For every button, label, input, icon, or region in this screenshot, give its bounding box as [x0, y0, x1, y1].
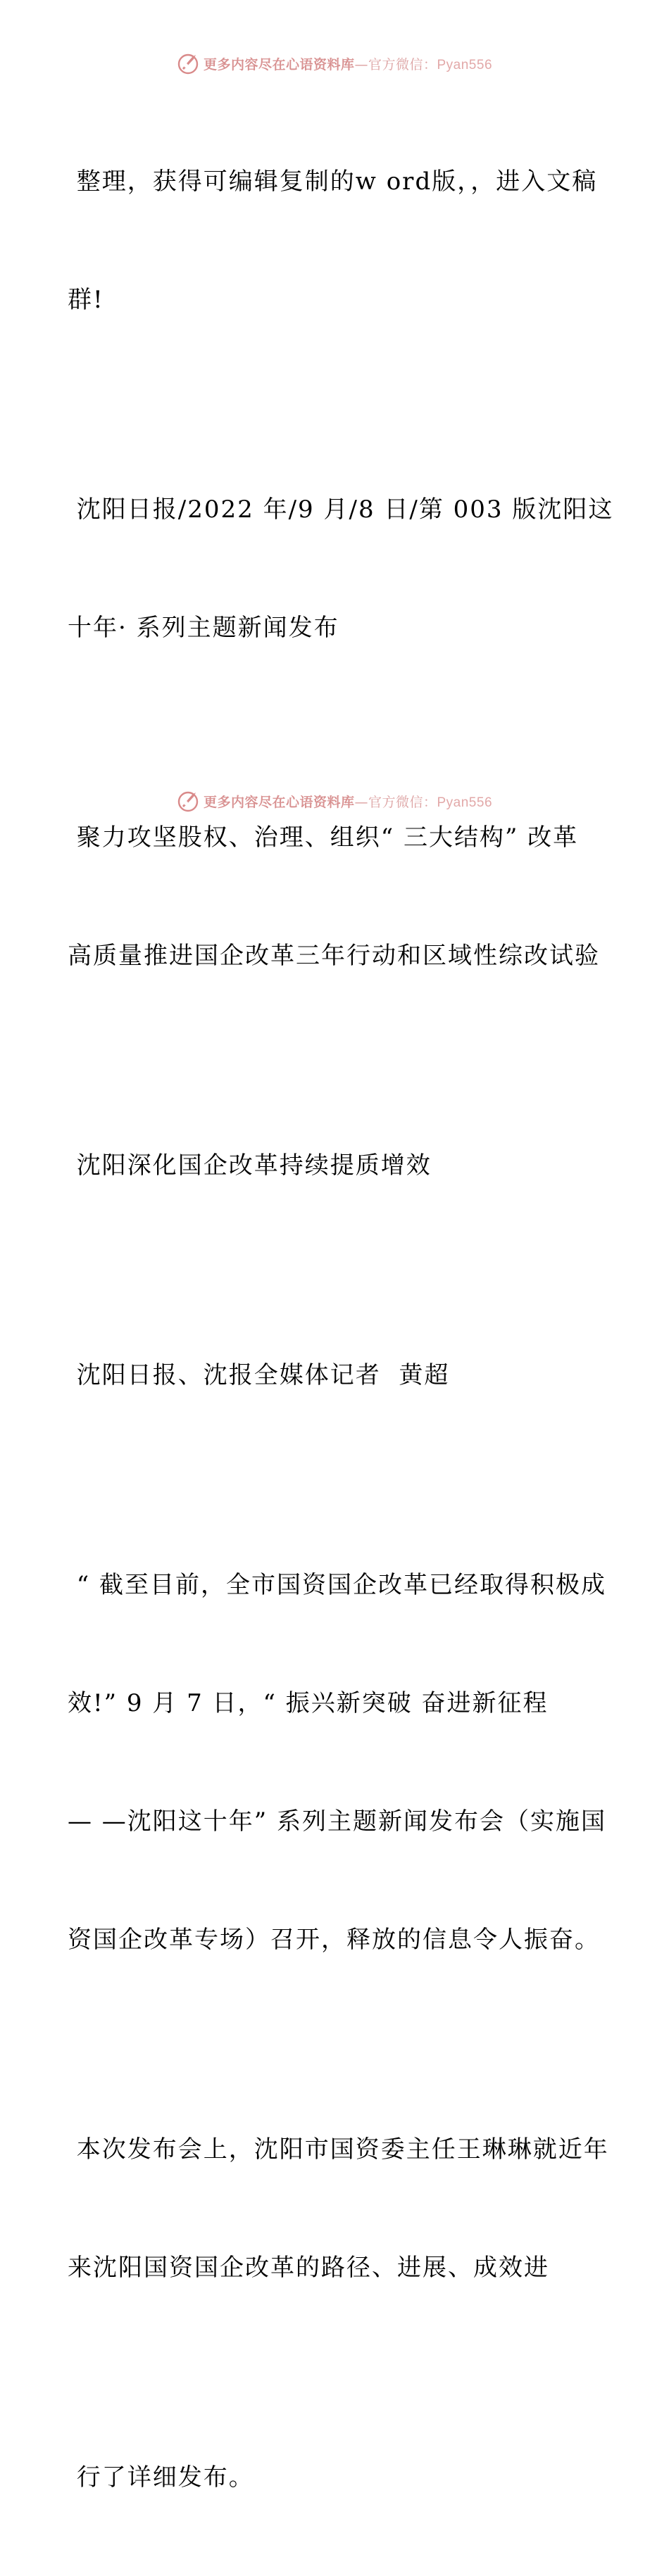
quill-logo-icon — [177, 789, 201, 813]
quill-logo-icon — [177, 51, 201, 75]
text-line: 沈阳日报、沈报全媒体记者 黄超 — [68, 1361, 450, 1389]
watermark-text-main: 更多内容尽在心语资料库 — [203, 794, 355, 810]
text-line: 来沈阳国资国企改革的路径、进展、成效进 — [68, 2254, 549, 2282]
text-line: 行了详细发布。 — [68, 2463, 254, 2492]
footer-watermark — [0, 787, 669, 815]
watermark-text — [204, 54, 492, 73]
text-line: 资国企改革专场）召开，释放的信息令人振奋。 — [68, 1926, 600, 1954]
paragraph-lead — [68, 1486, 606, 2038]
paragraph-byline — [68, 1277, 603, 1474]
watermark-text-main: 更多内容尽在心语资料库 — [203, 56, 355, 72]
watermark-text-wechat: —官方微信： — [354, 56, 437, 72]
paragraph-subheadline — [68, 1067, 603, 1264]
text-line: 沈阳深化国企改革持续提质增效 — [68, 1151, 432, 1180]
text-line: 效!” 9 月 7 日，“ 振兴新突破 奋进新征程 — [68, 1689, 549, 1717]
text-line: 群! — [68, 286, 104, 314]
header-watermark — [0, 49, 669, 77]
text-line: 高质量推进国企改革三年行动和区域性综改试验 — [68, 942, 600, 970]
paragraph-intro — [68, 83, 603, 398]
text-line: 十年· 系列主题新闻发布 — [68, 614, 339, 642]
watermark-text-wechat: —官方微信： — [354, 794, 437, 810]
paragraph-body-end — [68, 2379, 603, 2576]
text-line: 整理，获得可编辑复制的w ord版，，进入文稿 — [68, 168, 598, 196]
watermark-text — [204, 792, 492, 811]
text-line: 聚力攻坚股权、治理、组织“ 三大结构” 改革 — [68, 823, 579, 852]
text-line: “ 截至目前，全市国资国企改革已经取得积极成 — [68, 1571, 606, 1599]
watermark-text-id: Pyan556 — [437, 795, 493, 810]
watermark-text-id: Pyan556 — [437, 57, 493, 72]
paragraph-source — [68, 411, 614, 726]
text-line: 沈阳日报/2022 年/9 月/8 日/第 003 版沈阳这 — [68, 495, 614, 524]
document-body — [68, 83, 614, 2576]
paragraph-body — [68, 2051, 609, 2366]
text-line: 本次发布会上，沈阳市国资委主任王琳琳就近年 — [68, 2135, 609, 2164]
text-line: — —沈阳这十年” 系列主题新闻发布会（实施国 — [68, 1807, 606, 1836]
